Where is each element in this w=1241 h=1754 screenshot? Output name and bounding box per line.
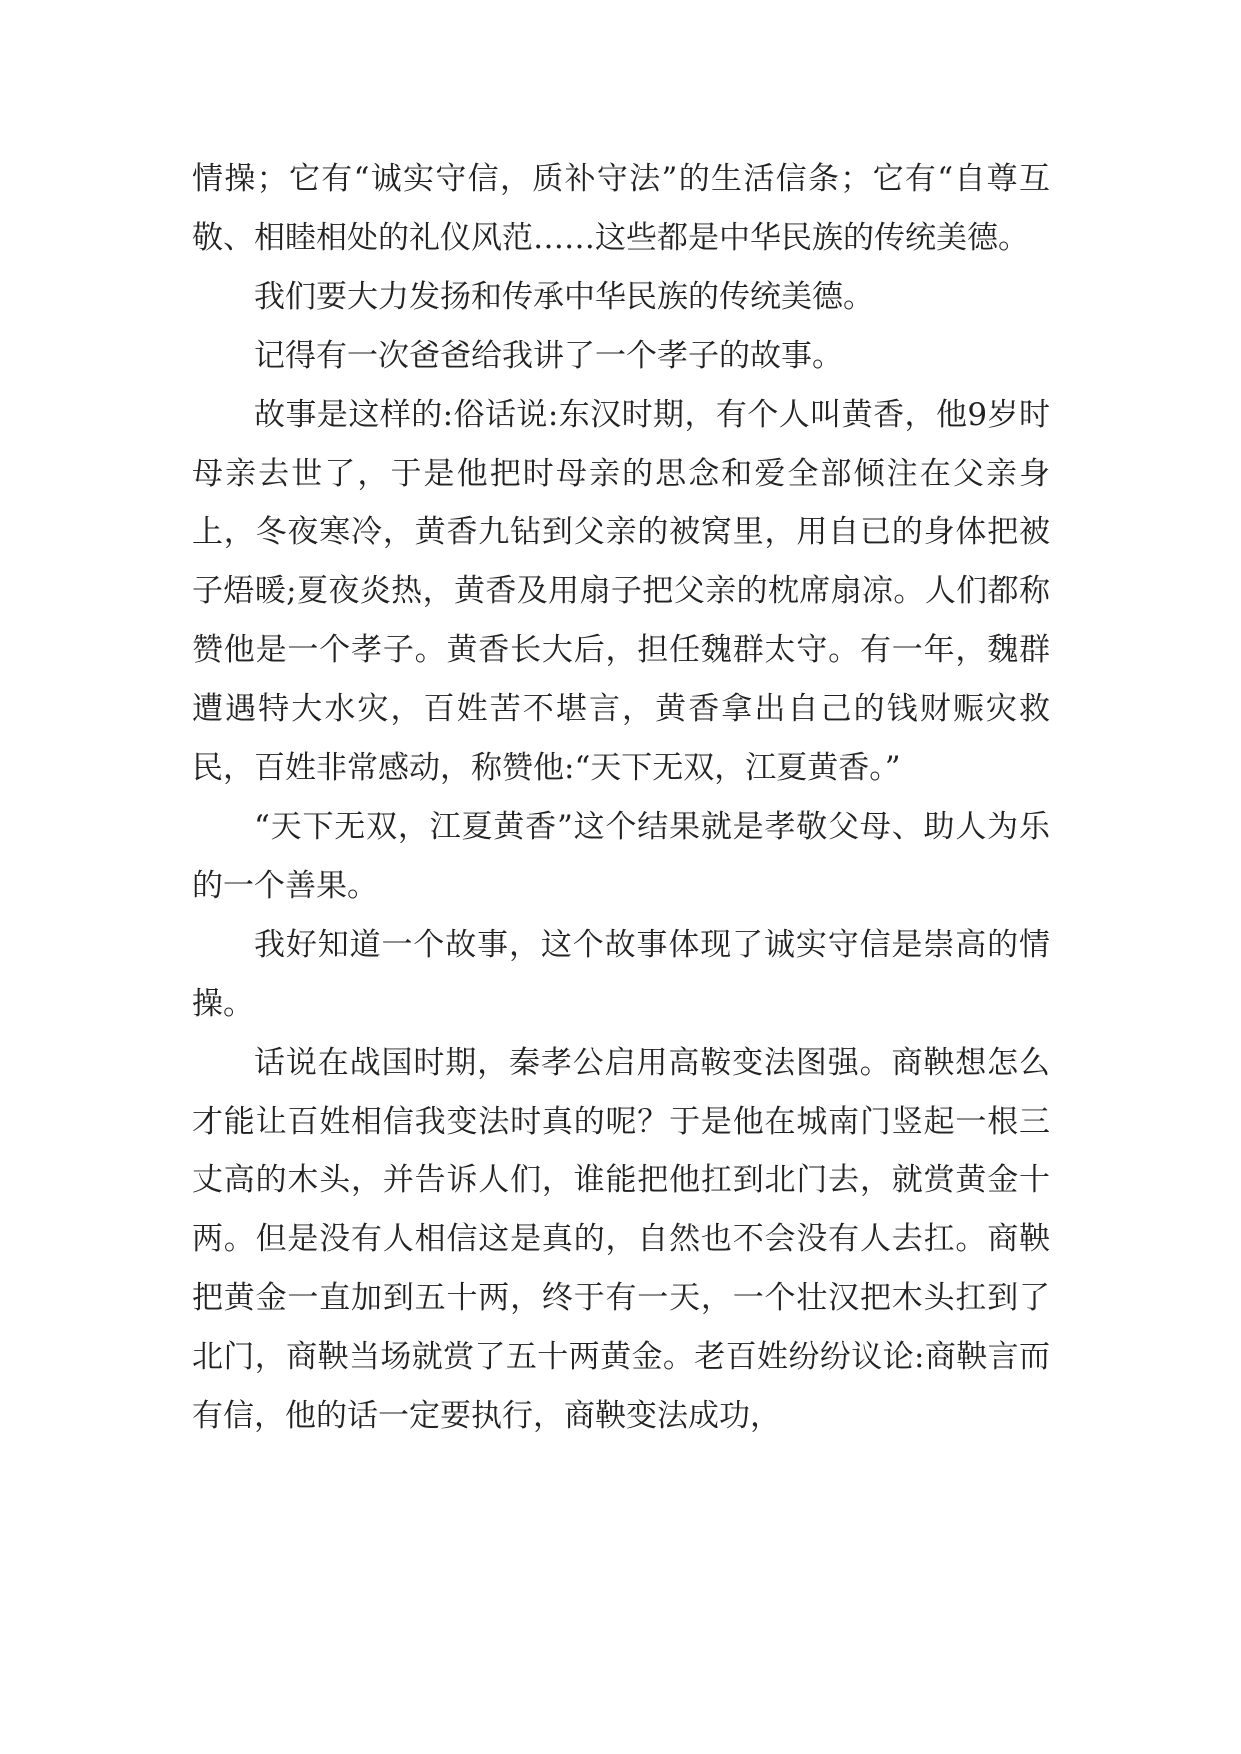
paragraph-huang-xiang-story: 故事是这样的:俗话说:东汉时期，有个人叫黄香，他9岁时母亲去世了，于是他把时母亲的思念和爱全部倾注在父亲身上，冬夜寒冷，黄香九钻到父亲的被窝里，用自已的身体把被子焐暖;夏夜炎热，黄香及用扇子把父亲的枕席扇凉。人们都称赞他是一个孝子。黄香长大后，担任魏群太守。有一年，魏群遭遇特大水灾，百姓苦不堪言，黄香拿出自己的钱财赈灾救民，百姓非常感动，称赞他:“天下无双，江夏黄香。” <box>192 396 1050 787</box>
paragraph-good-result: “天下无双，江夏黄香”这个结果就是孝敬父母、助人为乐的一个善果。 <box>192 808 1050 904</box>
paragraph-honesty-intro: 我好知道一个故事，这个故事体现了诚实守信是崇高的情操。 <box>192 926 1050 1022</box>
paragraph-traditional-virtues: 情操；它有“诚实守信，质补守法”的生活信条；它有“自尊互敬、相睦相处的礼仪风范……这些都是中华民族的传统美德。 <box>192 161 1050 256</box>
paragraph-father-story-intro: 记得有一次爸爸给我讲了一个孝子的故事。 <box>254 337 843 374</box>
document-body <box>192 150 1050 1446</box>
paragraph-carry-forward: 我们要大力发扬和传承中华民族的传统美德。 <box>254 278 874 315</box>
paragraph-shang-yang-story: 话说在战国时期，秦孝公启用高鞍变法图强。商鞅想怎么才能让百姓相信我变法时真的呢？于是他在城南门竖起一根三丈高的木头，并告诉人们，谁能把他扛到北门去，就赏黄金十两。但是没有人相信这是真的，自然也不会没有人去扛。商鞅把黄金一直加到五十两，终于有一天，一个壮汉把木头扛到了北门，商鞅当场就赏了五十两黄金。老百姓纷纷议论:商鞅言而有信，他的话一定要执行，商鞅变法成功， <box>192 1044 1050 1435</box>
